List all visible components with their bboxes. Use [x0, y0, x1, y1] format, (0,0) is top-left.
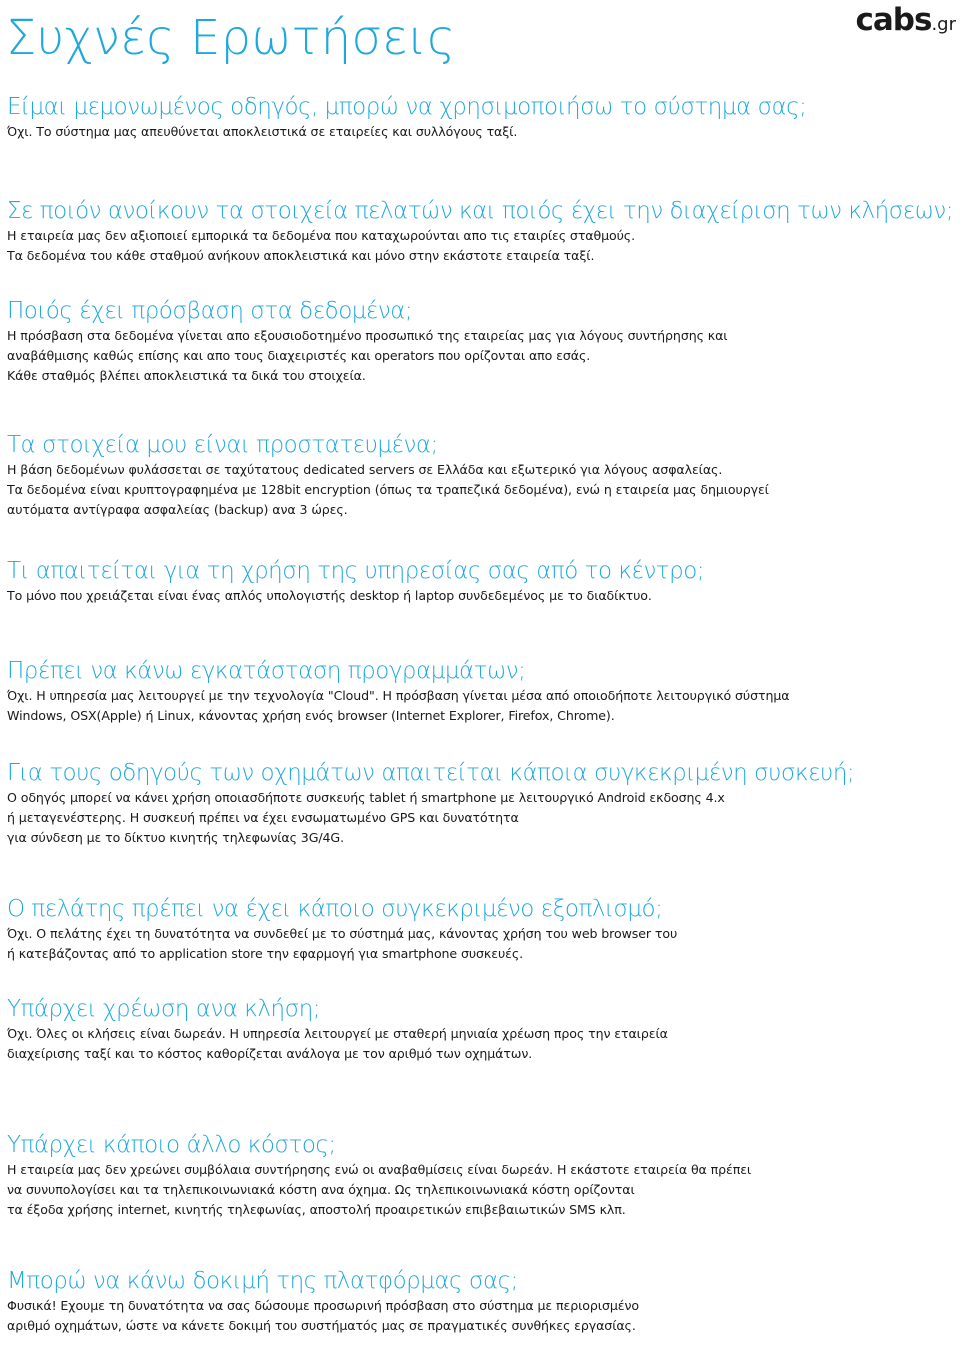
faq-item — [7, 196, 954, 266]
faq-question: Για τους οδηγούς των οχημάτων απαιτείται κάποια συγκεκριμένη συσκευή; — [7, 760, 855, 786]
faq-item — [7, 656, 930, 726]
faq-item — [7, 556, 930, 606]
faq-answer-line: Η πρόσβαση στα δεδομένα γίνεται απο εξουσιοδοτημένο προσωπικό της εταιρείας μας για λόγους συντήρησης και — [7, 328, 728, 343]
faq-question: Πρέπει να κάνω εγκατάσταση προγραμμάτων; — [7, 658, 526, 684]
faq-item — [7, 1130, 930, 1220]
faq-item — [7, 1266, 930, 1336]
faq-answer-line: ή κατεβάζοντας από το application store την εφαρμογή για smartphone συσκευές. — [7, 946, 524, 961]
faq-answer-line: αυτόματα αντίγραφα ασφαλείας (backup) ανα 3 ώρες. — [7, 502, 348, 517]
faq-answer-line: Η εταιρεία μας δεν αξιοποιεί εμπορικά τα δεδομένα που καταχωρούνται απο τις εταιρίες σταθμούς. — [7, 228, 636, 243]
faq-answer-line: Όχι. Ο πελάτης έχει τη δυνατότητα να συνδεθεί με το σύστημά μας, κάνοντας χρήση του web browser του — [7, 926, 678, 941]
faq-item — [7, 894, 930, 964]
faq-answer-line: Όχι. Το σύστημα μας απευθύνεται αποκλειστικά σε εταιρείες και συλλόγους ταξί. — [7, 124, 518, 139]
logo-wordmark: cabs — [855, 2, 932, 38]
faq-item — [7, 296, 930, 386]
faq-question: Είμαι μεμονωμένος οδηγός, μπορώ να χρησιμοποιήσω το σύστημα σας; — [7, 94, 807, 120]
faq-question: Μπορώ να κάνω δοκιμή της πλατφόρμας σας; — [7, 1268, 518, 1294]
faq-question: Σε ποιόν ανοίκουν τα στοιχεία πελατών και ποιός έχει την διαχείριση των κλήσεων; — [7, 198, 954, 224]
faq-question: Τι απαιτείται για τη χρήση της υπηρεσίας σας από το κέντρο; — [7, 558, 705, 584]
faq-item — [7, 92, 930, 142]
faq-answer-line: αριθμό οχημάτων, ώστε να κάνετε δοκιμή του συστήματός μας σε πραγματικές συνθήκες εργασίας. — [7, 1318, 636, 1333]
faq-answer-line: Φυσικά! Εχουμε τη δυνατότητα να σας δώσουμε προσωρινή πρόσβαση στο σύστημα με περιορισμένο — [7, 1298, 639, 1313]
faq-answer-line: Η βάση δεδομένων φυλάσσεται σε ταχύτατους dedicated servers σε Ελλάδα και εξωτερικό για λόγους ασφαλείας. — [7, 462, 723, 477]
faq-item — [7, 430, 930, 520]
faq-item — [7, 758, 930, 848]
faq-answer-line: Κάθε σταθμός βλέπει αποκλειστικά τα δικά του στοιχεία. — [7, 368, 366, 383]
faq-answer-line: να συνυπολογίσει και τα τηλεπικοινωνιακά κόστη ανα όχημα. Ως τηλεπικοινωνιακά κόστη ορίζονται — [7, 1182, 635, 1197]
faq-question: Ο πελάτης πρέπει να έχει κάποιο συγκεκριμένο εξοπλισμό; — [7, 896, 663, 922]
faq-item — [7, 994, 930, 1064]
faq-question: Ποιός έχει πρόσβαση στα δεδομένα; — [7, 298, 413, 324]
cabs-logo[interactable] — [856, 2, 957, 43]
faq-question: Υπάρχει κάποιο άλλο κόστος; — [7, 1132, 336, 1158]
page-title: Συχνές Ερωτήσεις — [6, 10, 456, 66]
faq-answer-line: Όχι. Η υπηρεσία μας λειτουργεί με την τεχνολογία "Cloud". Η πρόσβαση γίνεται μέσα από οποιοδήποτε λειτουργικό σύστημα — [7, 688, 790, 703]
faq-answer-line: διαχείρισης ταξί και το κόστος καθορίζεται ανάλογα με τον αριθμό των οχημάτων. — [7, 1046, 533, 1061]
faq-answer-line: Τα δεδομένα είναι κρυπτογραφημένα με 128bit encryption (όπως τα τραπεζικά δεδομένα), ενώ η εταιρεία μας δημιουργεί — [7, 482, 769, 497]
faq-answer-line: αναβάθμισης καθώς επίσης και απο τους διαχειριστές και operators που ορίζονται απο εσάς. — [7, 348, 591, 363]
faq-answer-line: Όχι. Όλες οι κλήσεις είναι δωρεάν. Η υπηρεσία λειτουργεί με σταθερή μηνιαία χρέωση προς την εταιρεία — [7, 1026, 668, 1041]
faq-question: Υπάρχει χρέωση ανα κλήση; — [7, 996, 321, 1022]
faq-answer-line: Ο οδηγός μπορεί να κάνει χρήση οποιασδήποτε συσκευής tablet ή smartphone με λειτουργικό Android εκδοσης 4.x — [7, 790, 725, 805]
faq-answer-line: για σύνδεση με το δίκτυο κινητής τηλεφωνίας 3G/4G. — [7, 830, 344, 845]
logo-tld: .gr — [931, 14, 956, 35]
faq-answer-line: ή μεταγενέστερης. Η συσκευή πρέπει να έχει ενσωματωμένο GPS και δυνατότητα — [7, 810, 519, 825]
faq-answer-line: Windows, OSX(Apple) ή Linux, κάνοντας χρήση ενός browser (Internet Explorer, Firefox, Chrome). — [7, 708, 615, 723]
faq-answer-line: Η εταιρεία μας δεν χρεώνει συμβόλαια συντήρησης ενώ οι αναβαθμίσεις είναι δωρεάν. Η εκάστοτε εταιρεία θα πρέπει — [7, 1162, 752, 1177]
faq-question: Τα στοιχεία μου είναι προστατευμένα; — [7, 432, 438, 458]
faq-answer-line: Τα δεδομένα του κάθε σταθμού ανήκουν αποκλειστικά και μόνο στην εκάστοτε εταιρεία ταξί. — [7, 248, 595, 263]
faq-answer-line: τα έξοδα χρήσης internet, κινητής τηλεφωνίας, αποστολή προαιρετικών επιβεβαιωτικών SMS κλπ. — [7, 1202, 626, 1217]
faq-answer-line: Το μόνο που χρειάζεται είναι ένας απλός υπολογιστής desktop ή laptop συνδεδεμένος με το διαδίκτυο. — [7, 588, 652, 603]
